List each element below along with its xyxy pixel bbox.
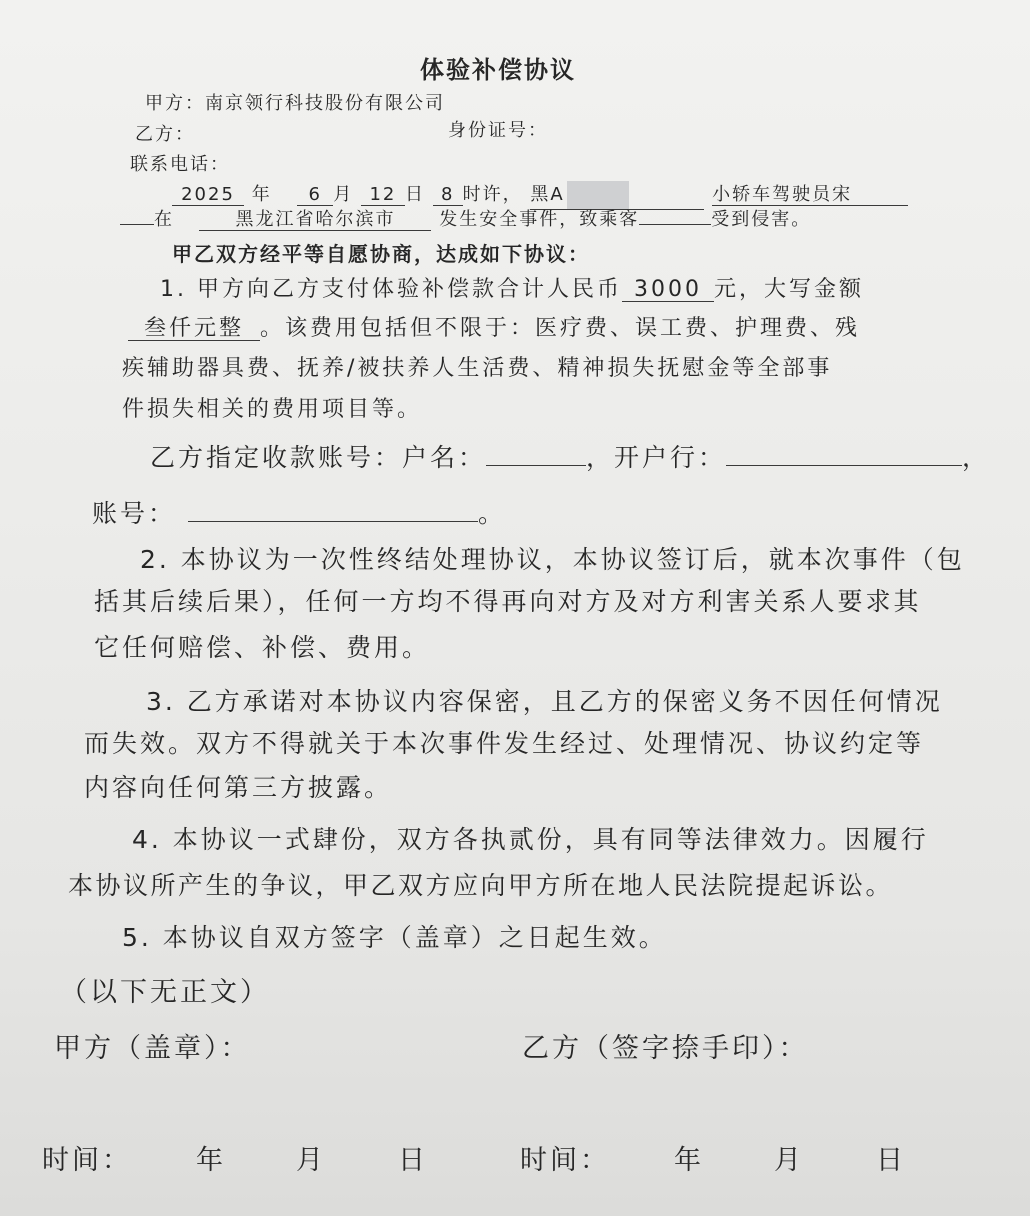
consensus-line: 甲乙双方经平等自愿协商，达成如下协议： xyxy=(172,242,590,266)
clause-2-line-1: 2. 本协议为一次性终结处理协议，本协议签订后，就本次事件（包 xyxy=(140,545,965,574)
end-note: （以下无正文） xyxy=(60,977,270,1008)
clause-2-line-3: 它任何赔偿、补偿、费用。 xyxy=(94,633,431,662)
clause-1-unit-text: 元，大写金额 xyxy=(714,277,865,302)
account-name-label: 乙方指定收款账号：户名： xyxy=(150,443,487,472)
clause-1-line-2-text: 。该费用包括但不限于：医疗费、误工费、护理费、残 xyxy=(260,316,861,341)
account-number-label: 账号： xyxy=(92,499,177,528)
account-number-blank xyxy=(188,499,478,523)
incident-day: 12 xyxy=(361,186,405,206)
incident-hour: 8 xyxy=(433,186,463,206)
account-name-blank xyxy=(486,443,586,467)
clause-3-line-1: 3. 乙方承诺对本协议内容保密，且乙方的保密义务不因任何情况 xyxy=(146,687,943,716)
party-b-year: 年 xyxy=(674,1145,704,1176)
incident-hour-unit: 时许， xyxy=(462,184,523,205)
party-b-sign-label: 乙方（签字捺手印）： xyxy=(522,1033,809,1064)
party-a-date-line xyxy=(42,1138,428,1177)
clause-1-line-2 xyxy=(128,311,860,342)
clause-3-line-2: 而失效。双方不得就关于本次事件发生经过、处理情况、协议约定等 xyxy=(84,729,925,758)
clause-1-line-1 xyxy=(160,272,864,303)
party-a-seal-label: 甲方（盖章）： xyxy=(54,1033,251,1064)
id-number-line xyxy=(448,116,548,142)
incident-day-unit: 日 xyxy=(404,184,425,205)
party-b-date-line xyxy=(520,1138,906,1177)
phone-label: 联系电话： xyxy=(130,154,230,175)
compensation-amount: 3000 xyxy=(622,278,714,302)
document-title: 体验补偿协议 xyxy=(420,56,576,84)
clause-1-line-4: 件损失相关的费用项目等。 xyxy=(122,397,423,422)
party-a-time-label: 时间： xyxy=(42,1145,132,1176)
incident-month: 6 xyxy=(297,186,333,206)
account-line-2 xyxy=(92,494,506,530)
clause-1-line-3: 疾辅助器具费、抚养/被扶养人生活费、精神损失抚慰金等全部事 xyxy=(122,356,833,381)
vehicle-text: 小轿车驾驶员宋 xyxy=(712,186,908,206)
party-b-day: 日 xyxy=(876,1145,906,1176)
amount-in-words: 叁仟元整 xyxy=(128,317,260,341)
bank-label: ，开户行： xyxy=(586,443,727,472)
party-b-month: 月 xyxy=(774,1145,804,1176)
phone-line xyxy=(130,150,230,176)
harm-text: 受到侵害。 xyxy=(711,209,812,230)
party-a-day: 日 xyxy=(398,1145,428,1176)
passenger-blank xyxy=(639,208,711,225)
incident-year-unit: 年 xyxy=(251,184,272,205)
plate-prefix: 黑A xyxy=(530,184,565,205)
location-prefix: 在 xyxy=(154,209,174,230)
incident-year: 2025 xyxy=(172,186,244,206)
incident-month-unit: 月 xyxy=(333,184,354,205)
party-a-name: 南京领行科技股份有限公司 xyxy=(205,93,445,114)
party-a-label: 甲方： xyxy=(145,93,205,114)
party-b-time-label: 时间： xyxy=(520,1145,610,1176)
party-b-line xyxy=(135,120,195,146)
incident-location: 黑龙江省哈尔滨市 xyxy=(199,211,431,231)
party-a-month: 月 xyxy=(296,1145,326,1176)
account-line-2-end: 。 xyxy=(478,499,507,528)
clause-3-line-3: 内容向任何第三方披露。 xyxy=(84,773,393,802)
bank-blank xyxy=(726,443,962,467)
account-line-end: ， xyxy=(962,443,991,472)
event-text: 发生安全事件，致乘客 xyxy=(439,209,640,230)
party-a-year: 年 xyxy=(196,1145,226,1176)
driver-name-blank xyxy=(120,208,154,225)
clause-2-line-2: 括其后续后果），任何一方均不得再向对方及对方利害关系人要求其 xyxy=(94,587,922,616)
party-a-line xyxy=(145,89,445,115)
id-number-label: 身份证号： xyxy=(448,120,548,141)
clause-4-line-1: 4. 本协议一式肆份，双方各执贰份，具有同等法律效力。因履行 xyxy=(132,825,929,854)
party-b-label: 乙方： xyxy=(135,124,195,145)
account-line-1 xyxy=(150,438,990,474)
clause-1-text: 1. 甲方向乙方支付体验补偿款合计人民币 xyxy=(160,277,622,302)
clause-5: 5. 本协议自双方签字（盖章）之日起生效。 xyxy=(122,923,667,952)
incident-line-2 xyxy=(120,205,811,231)
clause-4-line-2: 本协议所产生的争议，甲乙双方应向甲方所在地人民法院提起诉讼。 xyxy=(68,871,894,900)
